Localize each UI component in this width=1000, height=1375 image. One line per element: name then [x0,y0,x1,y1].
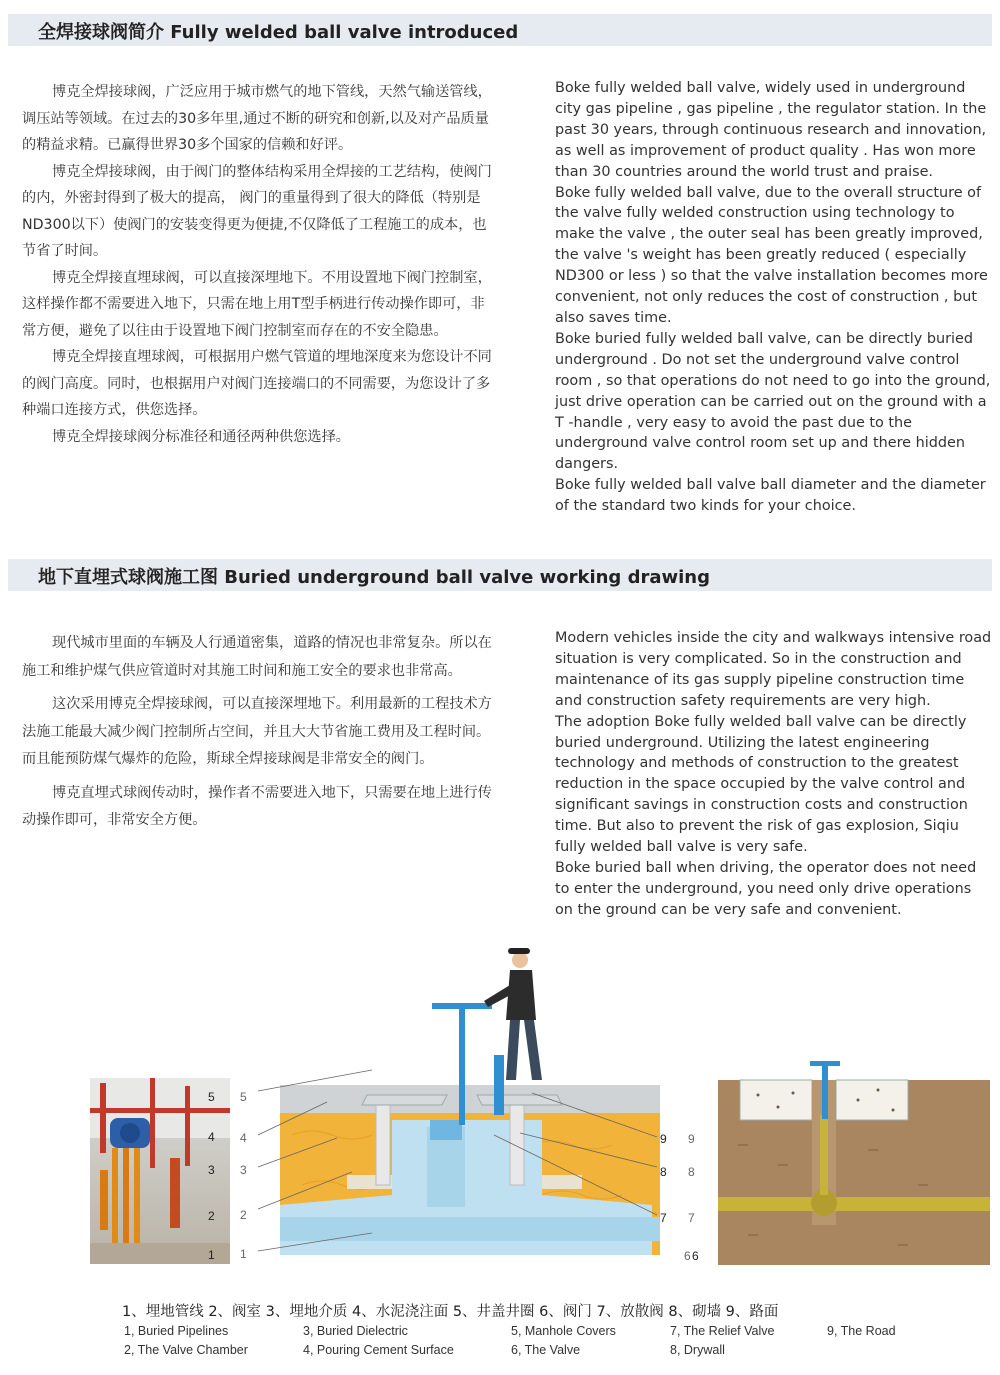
valve-photo [90,1078,230,1264]
drawing-label: 3 [240,1163,247,1177]
legend-chinese: 1、埋地管线 2、阀室 3、埋地介质 4、水泥浇注面 5、井盖井圈 6、阀门 7、放散阀 8、砌墙 9、路面 [122,1304,779,1320]
section-header-drawing [8,559,992,591]
intro-chinese-text [22,79,492,450]
paragraph: Boke fully welded ball valve, widely used in underground city gas pipeline , gas pipeline , the regulator station. In the past 30 years, through continuous research and innovation, as well as improvement of product quality . Has won more than 30 countries around the world trust and praise. [555,80,987,180]
drawing-label: 8 [660,1165,667,1179]
paragraph: 博克全焊接球阀，由于阀门的整体结构采用全焊接的工艺结构，使阀门的内，外密封得到了极大的提高， 阀门的重量得到了很大的降低（特别是ND300以下）使阀门的安装变得更为便捷,不仅降低了工程施工的成本，也节省了时间。 [22,163,492,259]
photo-label: 5 [208,1090,215,1104]
section-header-intro [8,14,992,46]
drawing-label: 1 [240,1247,247,1261]
paragraph: Boke buried fully welded ball valve, can be directly buried underground . Do not set the underground valve control room , so that operations do not need to go into the ground, just drive operation can be carried out on the ground with a T -handle , very easy to avoid the past due to the underground valve control room set up and there hidden dangers. [555,330,991,473]
paragraph: Modern vehicles inside the city and walkways intensive road situation is very complicated. So in the construction and maintenance of its gas supply pipeline construction time and construction safety requirements are very high. [555,630,992,709]
paragraph: The adoption Boke fully welded ball valve can be directly buried underground. Utilizing the latest engineering technology and methods of construction to the greatest reduction in the space occupied by the valve control and significant savings in construction costs and construction time. But also to prevent the risk of gas explosion, Siqiu fully welded ball valve is very safe. [555,713,968,856]
paragraph: 博克全焊接直埋球阀，可根据用户燃气管道的埋地深度来为您设计不同的阀门高度。同时，也根据用户对阀门连接端口的不同需要，为您设计了多种端口连接方式，供您选择。 [22,349,492,418]
figure-legend [122,1300,902,1361]
legend-item: 6, The Valve [511,1343,581,1357]
legend-item: 8, Drywall [670,1343,725,1357]
legend-item: 4, Pouring Cement Surface [303,1343,454,1357]
paragraph: 博克全焊接球阀，广泛应用于城市燃气的地下管线，天然气输送管线，调压站等领域。在过去的30多年里,通过不断的研究和创新,以及对产品质量的精益求精。已赢得世界30多个国家的信赖和好评。 [22,84,492,153]
buried-pipe-illustration [718,1055,990,1265]
photo-label: 1 [208,1248,215,1262]
drawing-label: 6 [692,1249,699,1263]
drawing-chinese-text [22,630,492,835]
paragraph: Boke fully welded ball valve, due to the overall structure of the valve fully welded construction using technology to make the valve , the outer seal has been greatly improved, the valve 's weight has been greatly reduced ( especially ND300 or less ) so that the valve installation becomes more convenient, not only reduces the cost of construction , but also saves time. [555,184,988,326]
legend-item: 5, Manhole Covers [511,1324,616,1338]
drawing-right-labels [660,1132,699,1263]
photo-label: 4 [208,1130,215,1144]
drawing-label: 4 [240,1131,247,1145]
paragraph: 博克全焊接球阀分标准径和通径两种供您选择。 [52,428,350,445]
drawing-english-text [555,628,993,921]
drawing-label: 9 [660,1132,667,1146]
section-title-drawing: 地下直埋式球阀施工图 Buried underground ball valve working drawing [38,567,710,588]
drawing-label-faded: 7 [688,1211,695,1225]
drawing-label: 2 [240,1208,247,1222]
photo-label: 3 [208,1163,215,1177]
drawing-label-faded: 9 [688,1132,695,1146]
legend-item: 7, The Relief Valve [670,1324,775,1338]
drawing-label: 7 [660,1211,667,1225]
drawing-label: 5 [240,1090,247,1104]
legend-item: 3, Buried Dielectric [303,1324,408,1338]
legend-english [122,1321,902,1361]
paragraph: 这次采用博克全焊接球阀，可以直接深埋地下。利用最新的工程技术方法施工能最大减少阀门控制所占空间，并且大大节省施工费用及工程时间。而且能预防煤气爆炸的危险，斯球全焊接球阀是非常安全的阀门。 [22,696,492,767]
paragraph: 现代城市里面的车辆及人行通道密集，道路的情况也非常复杂。所以在施工和维护煤气供应管道时对其施工时间和施工安全的要求也非常高。 [22,635,492,679]
drawing-left-labels [240,1090,247,1261]
construction-cross-section [232,945,712,1265]
photo-label: 2 [208,1209,215,1223]
legend-item: 9, The Road [827,1324,896,1338]
drawing-label-faded: 8 [688,1165,695,1179]
paragraph: Boke fully welded ball valve ball diameter and the diameter of the standard two kinds for your choice. [555,477,986,515]
paragraph: 博克直埋式球阀传动时，操作者不需要进入地下，只需要在地上进行传动操作即可，非常安全方便。 [22,784,492,828]
section-title-intro: 全焊接球阀简介 Fully welded ball valve introduced [38,22,519,43]
legend-item: 2, The Valve Chamber [124,1343,248,1357]
intro-english-text [555,78,993,517]
paragraph: Boke buried ball when driving, the operator does not need to enter the underground, you need only drive operations on the ground can be very safe and convenient. [555,859,977,918]
paragraph: 博克全焊接直埋球阀，可以直接深埋地下。不用设置地下阀门控制室，这样操作都不需要进入地下，只需在地上用T型手柄进行传动操作即可，非常方便，避免了以往由于设置地下阀门控制室而存在的不安全隐患。 [22,269,492,339]
drawing-label-faded: 6 [684,1249,691,1263]
legend-item: 1, Buried Pipelines [124,1324,229,1338]
